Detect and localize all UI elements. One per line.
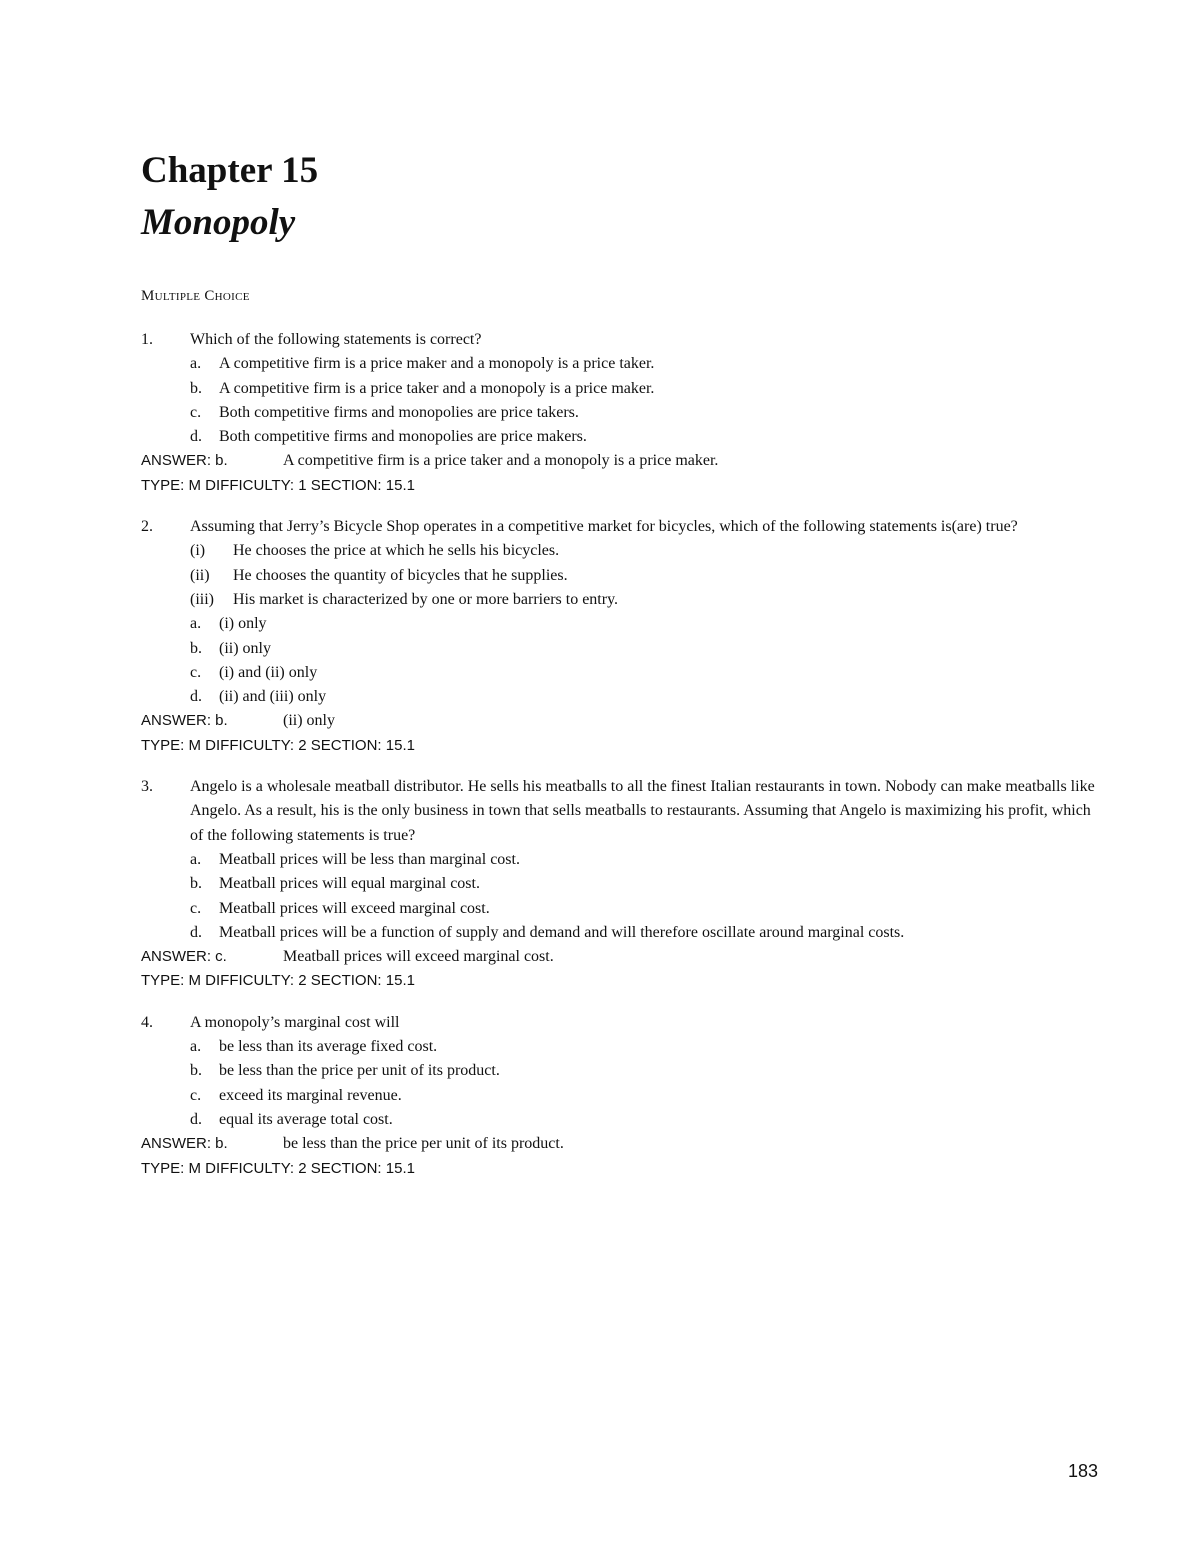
answer-label: ANSWER: b. <box>141 1135 228 1153</box>
answer-option <box>141 352 1101 376</box>
answer-text: A competitive firm is a price taker and a monopoly is a price maker. <box>283 452 719 470</box>
statement-number: (iii) <box>190 590 214 608</box>
option-letter: c. <box>190 663 202 681</box>
option-text: (ii) and (iii) only <box>219 688 327 706</box>
statement-item <box>141 539 1101 563</box>
question-text: Assuming that Jerry’s Bicycle Shop operates in a competitive market for bicycles, which of the following statements is(are) true? <box>190 518 1018 536</box>
option-text: Meatball prices will be a function of supply and demand and will therefore oscillate around marginal costs. <box>219 923 905 941</box>
question-text: A monopoly’s marginal cost will <box>190 1013 400 1031</box>
question-list <box>141 328 1101 1181</box>
question-block <box>141 515 1101 758</box>
option-text: exceed its marginal revenue. <box>219 1086 402 1104</box>
answer-key <box>141 945 1101 969</box>
statement-text: He chooses the price at which he sells his bicycles. <box>233 542 560 560</box>
question-block <box>141 775 1101 994</box>
option-letter: a. <box>190 1038 202 1056</box>
question-spacer <box>141 498 1101 515</box>
option-text: (ii) only <box>219 639 271 657</box>
option-text: (i) only <box>219 615 267 633</box>
statement-text: His market is characterized by one or more barriers to entry. <box>233 590 619 608</box>
question-meta: TYPE: M DIFFICULTY: 2 SECTION: 15.1 <box>141 1159 415 1177</box>
option-text: A competitive firm is a price taker and a monopoly is a price maker. <box>219 379 655 397</box>
question-text: Angelo is a wholesale meatball distributor. He sells his meatballs to all the finest Italian restaurants in town. Nobody can make meatballs like Angelo. As a result, his is the only business in town that sells meatballs to restaurants. Assuming that Angelo is maximizing his profit, which of the following statements is true? <box>190 778 1095 844</box>
answer-option <box>141 612 1101 636</box>
option-letter: c. <box>190 403 202 421</box>
answer-option <box>141 377 1101 401</box>
statement-item <box>141 564 1101 588</box>
option-letter: a. <box>190 355 202 373</box>
answer-option <box>141 637 1101 661</box>
option-letter: b. <box>190 639 202 657</box>
chapter-title: Chapter 15 <box>141 150 319 191</box>
question-stem <box>141 515 1101 539</box>
option-letter: a. <box>190 615 202 633</box>
option-text: A competitive firm is a price maker and a monopoly is a price taker. <box>219 355 655 373</box>
question-meta: TYPE: M DIFFICULTY: 1 SECTION: 15.1 <box>141 476 415 494</box>
page-number: 183 <box>1068 1461 1099 1481</box>
option-letter: b. <box>190 875 202 893</box>
section-heading: Multiple Choice <box>141 288 250 304</box>
answer-option <box>141 1059 1101 1083</box>
question-number: 4. <box>141 1013 153 1031</box>
answer-label: ANSWER: b. <box>141 712 228 730</box>
answer-label: ANSWER: b. <box>141 452 228 470</box>
answer-label: ANSWER: c. <box>141 948 227 966</box>
answer-key <box>141 449 1101 473</box>
option-letter: d. <box>190 428 202 446</box>
answer-text: be less than the price per unit of its product. <box>283 1135 564 1153</box>
option-letter: d. <box>190 688 202 706</box>
option-text: Meatball prices will be less than marginal cost. <box>219 850 520 868</box>
question-block <box>141 328 1101 498</box>
option-text: be less than the price per unit of its product. <box>219 1062 500 1080</box>
option-letter: a. <box>190 850 202 868</box>
question-number: 2. <box>141 518 153 536</box>
option-text: Meatball prices will exceed marginal cost. <box>219 899 490 917</box>
answer-option <box>141 848 1101 872</box>
option-letter: d. <box>190 1110 202 1128</box>
answer-text: Meatball prices will exceed marginal cost. <box>283 948 554 966</box>
question-number: 3. <box>141 778 153 796</box>
option-text: equal its average total cost. <box>219 1110 393 1128</box>
question-number: 1. <box>141 331 153 348</box>
option-letter: c. <box>190 1086 202 1104</box>
answer-option <box>141 401 1101 425</box>
option-text: (i) and (ii) only <box>219 663 318 681</box>
option-letter: b. <box>190 379 202 397</box>
question-meta: TYPE: M DIFFICULTY: 2 SECTION: 15.1 <box>141 972 415 990</box>
option-letter: d. <box>190 923 202 941</box>
question-stem <box>141 328 1101 352</box>
question-meta: TYPE: M DIFFICULTY: 2 SECTION: 15.1 <box>141 736 415 754</box>
option-text: Both competitive firms and monopolies are price takers. <box>219 403 579 421</box>
answer-option <box>141 921 1101 945</box>
answer-text: (ii) only <box>283 712 335 730</box>
answer-option <box>141 872 1101 896</box>
chapter-subtitle: Monopoly <box>141 202 296 243</box>
question-stem <box>141 1011 1101 1035</box>
question-stem <box>141 775 1101 848</box>
statement-number: (i) <box>190 542 206 560</box>
question-text: Which of the following statements is correct? <box>190 331 482 348</box>
answer-option <box>141 1035 1101 1059</box>
option-text: Meatball prices will equal marginal cost. <box>219 875 480 893</box>
question-spacer <box>141 994 1101 1011</box>
question-spacer <box>141 758 1101 775</box>
answer-option <box>141 1084 1101 1108</box>
option-text: Both competitive firms and monopolies are price makers. <box>219 428 587 446</box>
question-block <box>141 1011 1101 1181</box>
option-letter: c. <box>190 899 202 917</box>
answer-option <box>141 685 1101 709</box>
statement-text: He chooses the quantity of bicycles that he supplies. <box>233 566 568 584</box>
answer-option <box>141 661 1101 685</box>
answer-option <box>141 1108 1101 1132</box>
answer-key <box>141 1132 1101 1156</box>
option-letter: b. <box>190 1062 202 1080</box>
option-text: be less than its average fixed cost. <box>219 1038 438 1056</box>
answer-option <box>141 897 1101 921</box>
answer-option <box>141 425 1101 449</box>
answer-key <box>141 709 1101 733</box>
statement-number: (ii) <box>190 566 210 584</box>
statement-item <box>141 588 1101 612</box>
